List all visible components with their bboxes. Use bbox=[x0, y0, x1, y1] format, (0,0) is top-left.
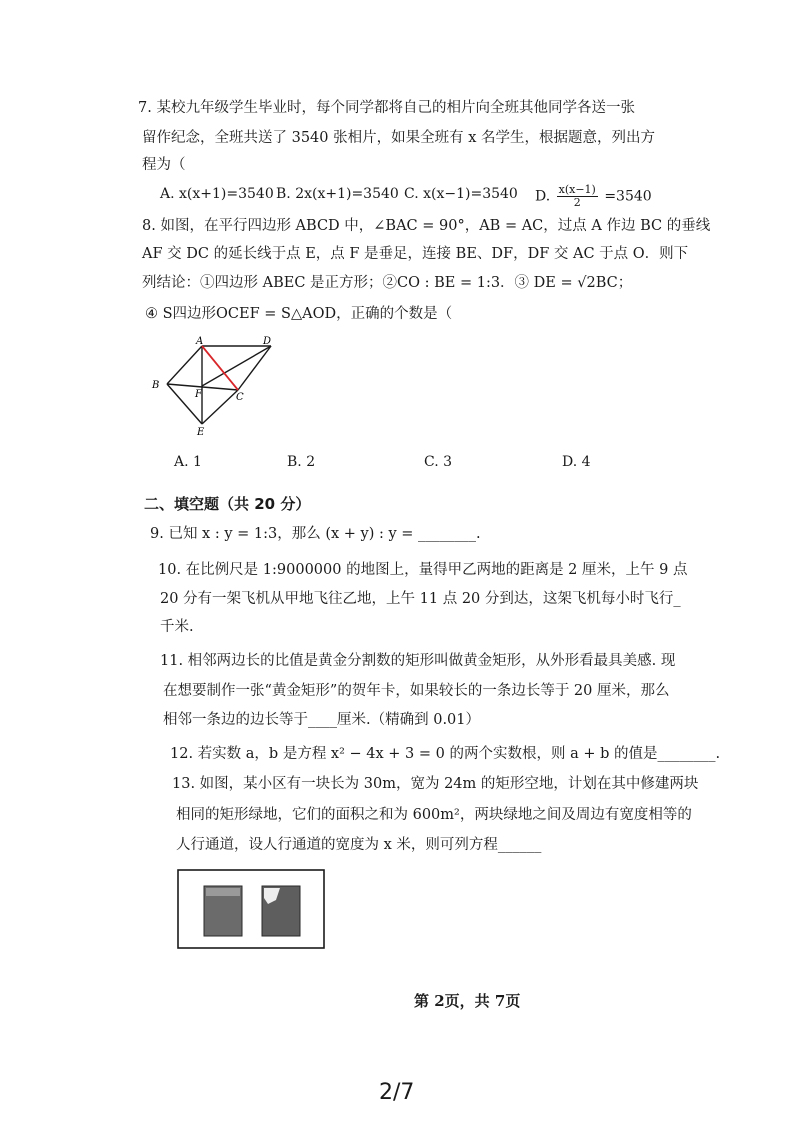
q8-line3: 列结论：①四边形 ABEC 是正方形；②CO : BE = 1:3．③ DE = √2BC； bbox=[142, 275, 633, 291]
q8-option-b: B. 2 bbox=[287, 454, 316, 470]
q10-line3: 千米. bbox=[160, 619, 194, 635]
q7-option-d-fraction bbox=[557, 184, 598, 209]
q8-option-d: D. 4 bbox=[562, 454, 591, 470]
q13-plot-left-shade bbox=[206, 888, 240, 896]
q11-line2: 在想要制作一张“黄金矩形”的贺年卡，如果较长的一条边长等于 20 厘米，那么 bbox=[163, 683, 670, 699]
q10-line1: 10. 在比例尺是 1:9000000 的地图上，量得甲乙两地的距离是 2 厘米，上午 9 点 bbox=[158, 562, 688, 578]
q7-option-c: C. x(x−1)=3540 bbox=[404, 186, 518, 202]
q7-option-d-denominator: 2 bbox=[573, 196, 581, 209]
q8-geometry-figure bbox=[146, 332, 286, 438]
q7-line1: 7. 某校九年级学生毕业时，每个同学都将自己的相片向全班其他同学各送一张 bbox=[138, 100, 635, 116]
q7-option-d-numerator: x(x−1) bbox=[558, 183, 596, 196]
q7-line3: 程为（ bbox=[142, 157, 186, 173]
q8-line2: AF 交 DC 的延长线于点 E，点 F 是垂足，连接 BE、DF，DF 交 AC 于点 O．则下 bbox=[142, 246, 689, 262]
section-fill-in-title: 二、填空题（共 20 分） bbox=[144, 495, 311, 513]
q8-label-d: D bbox=[263, 336, 272, 347]
q8-label-a: A bbox=[196, 336, 204, 347]
q9-line1: 9. 已知 x : y = 1:3，那么 (x + y) : y = ________. bbox=[150, 526, 481, 542]
page-indicator: 2/7 bbox=[379, 1080, 415, 1105]
q13-line3: 人行通道，设人行通道的宽度为 x 米，则可列方程______ bbox=[176, 837, 542, 853]
q13-line1: 13. 如图，某小区有一块长为 30m，宽为 24m 的矩形空地，计划在其中修建两块 bbox=[172, 776, 699, 792]
q8-option-a: A. 1 bbox=[174, 454, 202, 470]
q12-line1: 12. 若实数 a，b 是方程 x² − 4x + 3 = 0 的两个实数根，则 a + b 的值是________. bbox=[170, 746, 721, 762]
q7-option-b: B. 2x(x+1)=3540 bbox=[276, 186, 399, 202]
q13-line2: 相同的矩形绿地，它们的面积之和为 600m²，两块绿地之间及周边有宽度相等的 bbox=[176, 807, 692, 823]
q10-line2: 20 分有一架飞机从甲地飞往乙地，上午 11 点 20 分到达，这架飞机每小时飞行_ bbox=[160, 591, 681, 607]
q13-field-figure bbox=[176, 868, 326, 950]
q8-line1: 8. 如图，在平行四边形 ABCD 中，∠BAC = 90°，AB = AC，过点 A 作边 BC 的垂线 bbox=[142, 218, 711, 234]
q13-outer-field bbox=[178, 870, 324, 948]
q11-line3: 相邻一条边的边长等于____厘米.（精确到 0.01） bbox=[163, 712, 481, 728]
q7-option-d-prefix: D. bbox=[535, 188, 551, 205]
page-footer: 第 2页，共 7页 bbox=[414, 992, 521, 1010]
q8-option-c: C. 3 bbox=[424, 454, 453, 470]
q11-line1: 11. 相邻两边长的比值是黄金分割数的矩形叫做黄金矩形，从外形看最具美感. 现 bbox=[160, 653, 676, 669]
q8-label-c: C bbox=[236, 392, 244, 403]
q8-label-b: B bbox=[152, 380, 160, 391]
q7-line2: 留作纪念，全班共送了 3540 张相片，如果全班有 x 名学生，根据题意，列出方 bbox=[142, 130, 656, 146]
q8-label-e: E bbox=[197, 427, 205, 438]
q7-option-a: A. x(x+1)=3540 bbox=[160, 186, 274, 202]
q7-option-d bbox=[535, 184, 652, 209]
q7-option-d-rhs: =3540 bbox=[604, 188, 652, 205]
q8-label-f: F bbox=[195, 389, 202, 400]
q8-line4: ④ S四边形OCEF = S△AOD，正确的个数是（ bbox=[145, 306, 453, 322]
